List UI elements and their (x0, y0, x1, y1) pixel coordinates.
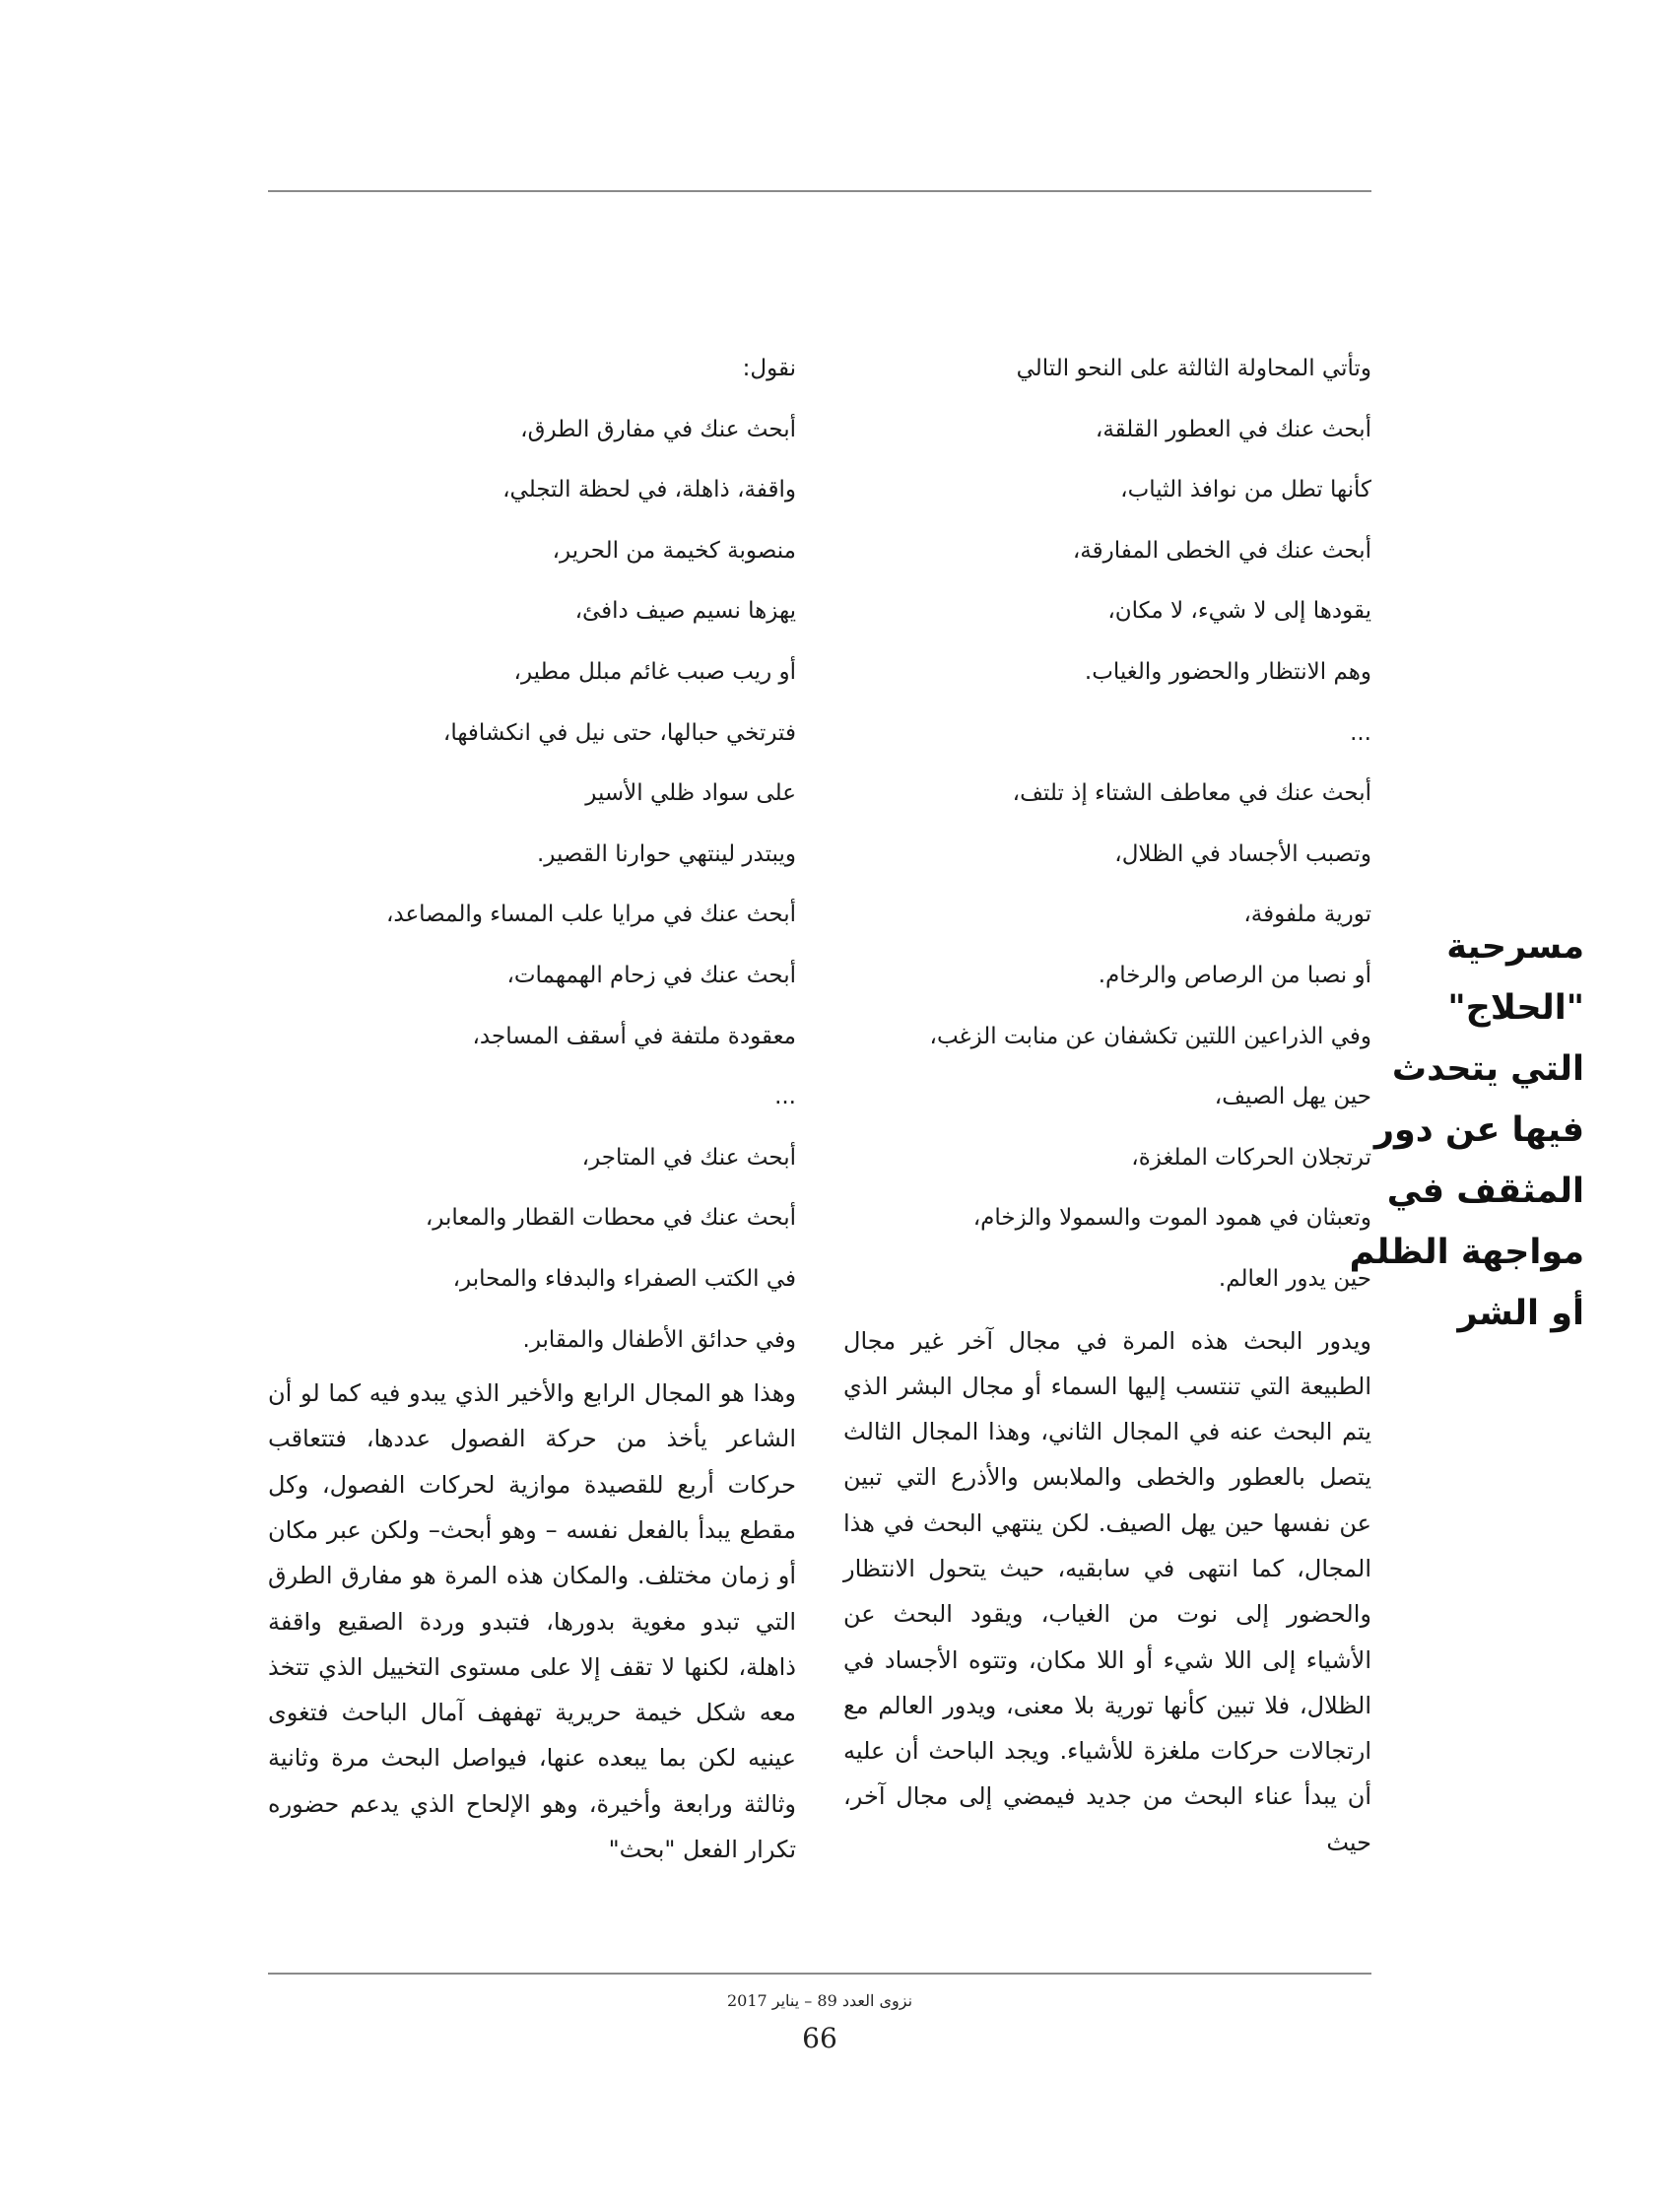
poem-stanza-left (268, 339, 796, 1371)
pull-quote-line: التي يتحدث (1391, 1049, 1584, 1089)
right-column-line: تورية ملفوفة، (1243, 902, 1371, 928)
poem-stanza-right (843, 339, 1371, 1310)
left-column-line: ... (774, 1084, 796, 1110)
footer-rule (268, 1973, 1371, 1975)
left-column-line: أو ريب صبب غائم مبلل مطير، (513, 658, 796, 685)
pull-quote-line: أو الشر (1457, 1294, 1584, 1333)
prose-paragraph-right: ويدور البحث هذه المرة في مجال آخر غير مجال الطبيعة التي تنتسب إليها السماء أو مجال البشر الذي يتم البحث عنه في المجال الثاني، وهذا المجال الثالث يتصل بالعطور والخطى والملابس والأذرع التي تبين عن نفسها حين يهل الصيف. لكن ينتهي البحث في هذا المجال، كما انتهى في سابقيه، حيث يتحول الانتظار والحضور إلى نوت من الغياب، ويقود البحث عن الأشياء إلى اللا شيء أو اللا مكان، وتتوه الأجساد في الظلال، فلا تبين كأنها تورية بلا معنى، ويدور العالم مع ارتجالات حركات ملغزة للأشياء. ويجد الباحث أن عليه أن يبدأ عناء البحث من جديد فيمضي إلى مجال آخر، حيث (843, 1326, 1371, 1856)
left-column-line: أبحث عنك في محطات القطار والمعابر، (425, 1205, 796, 1232)
right-column-line: حين يهل الصيف، (1214, 1084, 1371, 1110)
pull-quote (1349, 916, 1584, 1344)
left-column (268, 339, 796, 1872)
left-column-line: أبحث عنك في المتاجر، (581, 1144, 796, 1171)
left-column-line: في الكتب الصفراء والبدفاء والمحابر، (452, 1265, 796, 1292)
right-column-line: أو نصبا من الرصاص والرخام. (1098, 962, 1371, 988)
issue-line: نزوى العدد 89 – يناير 2017 (726, 1991, 913, 2010)
left-column-line: فترتخي حبالها، حتى نيل في انكشافها، (442, 719, 796, 746)
left-column-line: ويبتدر لينتهي حوارنا القصير. (536, 840, 796, 867)
left-column-line: نقول: (742, 356, 796, 381)
right-column-line: أبحث عنك في العطور القلقة، (1095, 416, 1371, 442)
pull-quote-line: فيها عن دور (1373, 1110, 1584, 1150)
right-column-line: ... (1350, 719, 1371, 746)
prose-paragraph-left: وهذا هو المجال الرابع والأخير الذي يبدو فيه كما لو أن الشاعر يأخذ من حركة الفصول عددها، فتتعاقب حركات أربع للقصيدة موازية لحركات الفصول، وكل مقطع يبدأ بالفعل نفسه – وهو أبحث– ولكن عبر مكان أو زمان مختلف. والمكان هذه المرة هو مفارق الطرق التي تبدو مغوية بدورها، فتبدو وردة الصقيع واقفة ذاهلة، لكنها لا تقف إلا على مستوى التخييل الذي تتخذ معه شكل خيمة حريرية تهفهف آمال الباحث فتغوى عينيه لكن بما يبعده عنها، فيواصل البحث مرة وثانية وثالثة ورابعة وأخيرة، وهو الإلحاح الذي يدعم حضوره تكرار الفعل "بحث" (268, 1379, 796, 1864)
pull-quote-line: مواجهة الظلم (1349, 1233, 1584, 1272)
right-column-line: ترتجلان الحركات الملغزة، (1131, 1144, 1371, 1171)
right-column-line: وهم الانتظار والحضور والغياب. (1084, 658, 1371, 685)
pull-quote-line: المثقف في (1386, 1172, 1584, 1211)
left-column-line: وفي حدائق الأطفال والمقابر. (522, 1326, 796, 1353)
left-column-line: يهزها نسيم صيف دافئ، (574, 598, 796, 625)
right-column-line: أبحث عنك في معاطف الشتاء إذ تلتف، (1012, 780, 1371, 807)
right-column-line: أبحث عنك في الخطى المفارقة، (1072, 537, 1371, 564)
left-column-line: أبحث عنك في زحام الهمهمات، (506, 962, 796, 988)
right-column-line: كأنها تطل من نوافذ الثياب، (1120, 477, 1371, 503)
pull-quote-line: "الحلاج" (1447, 988, 1584, 1028)
header-rule (268, 190, 1371, 192)
right-column-line: وفي الذراعين اللتين تكشفان عن منابت الزغب، (929, 1023, 1371, 1049)
right-column-line: يقودها إلى لا شيء، لا مكان، (1107, 598, 1371, 625)
page-number: 66 (802, 2022, 837, 2054)
right-column (843, 339, 1371, 1865)
pull-quote-line: مسرحية (1446, 927, 1584, 967)
left-column-line: معقودة ملتفة في أسقف المساجد، (472, 1023, 796, 1049)
right-column-line: حين يدور العالم. (1218, 1265, 1371, 1292)
left-column-line: منصوبة كخيمة من الحرير، (552, 537, 796, 564)
left-column-line: واقفة، ذاهلة، في لحظة التجلي، (502, 477, 796, 503)
left-column-line: على سواد ظلي الأسير (585, 780, 796, 807)
right-column-line: وتعبثان في همود الموت والسمولا والزخام، (972, 1205, 1371, 1232)
left-column-line: أبحث عنك في مرايا علب المساء والمصاعد، (385, 902, 796, 928)
right-column-line: وتأتي المحاولة الثالثة على النحو التالي (1016, 356, 1371, 381)
right-column-line: وتصبب الأجساد في الظلال، (1114, 840, 1371, 867)
left-column-line: أبحث عنك في مفارق الطرق، (520, 416, 796, 442)
